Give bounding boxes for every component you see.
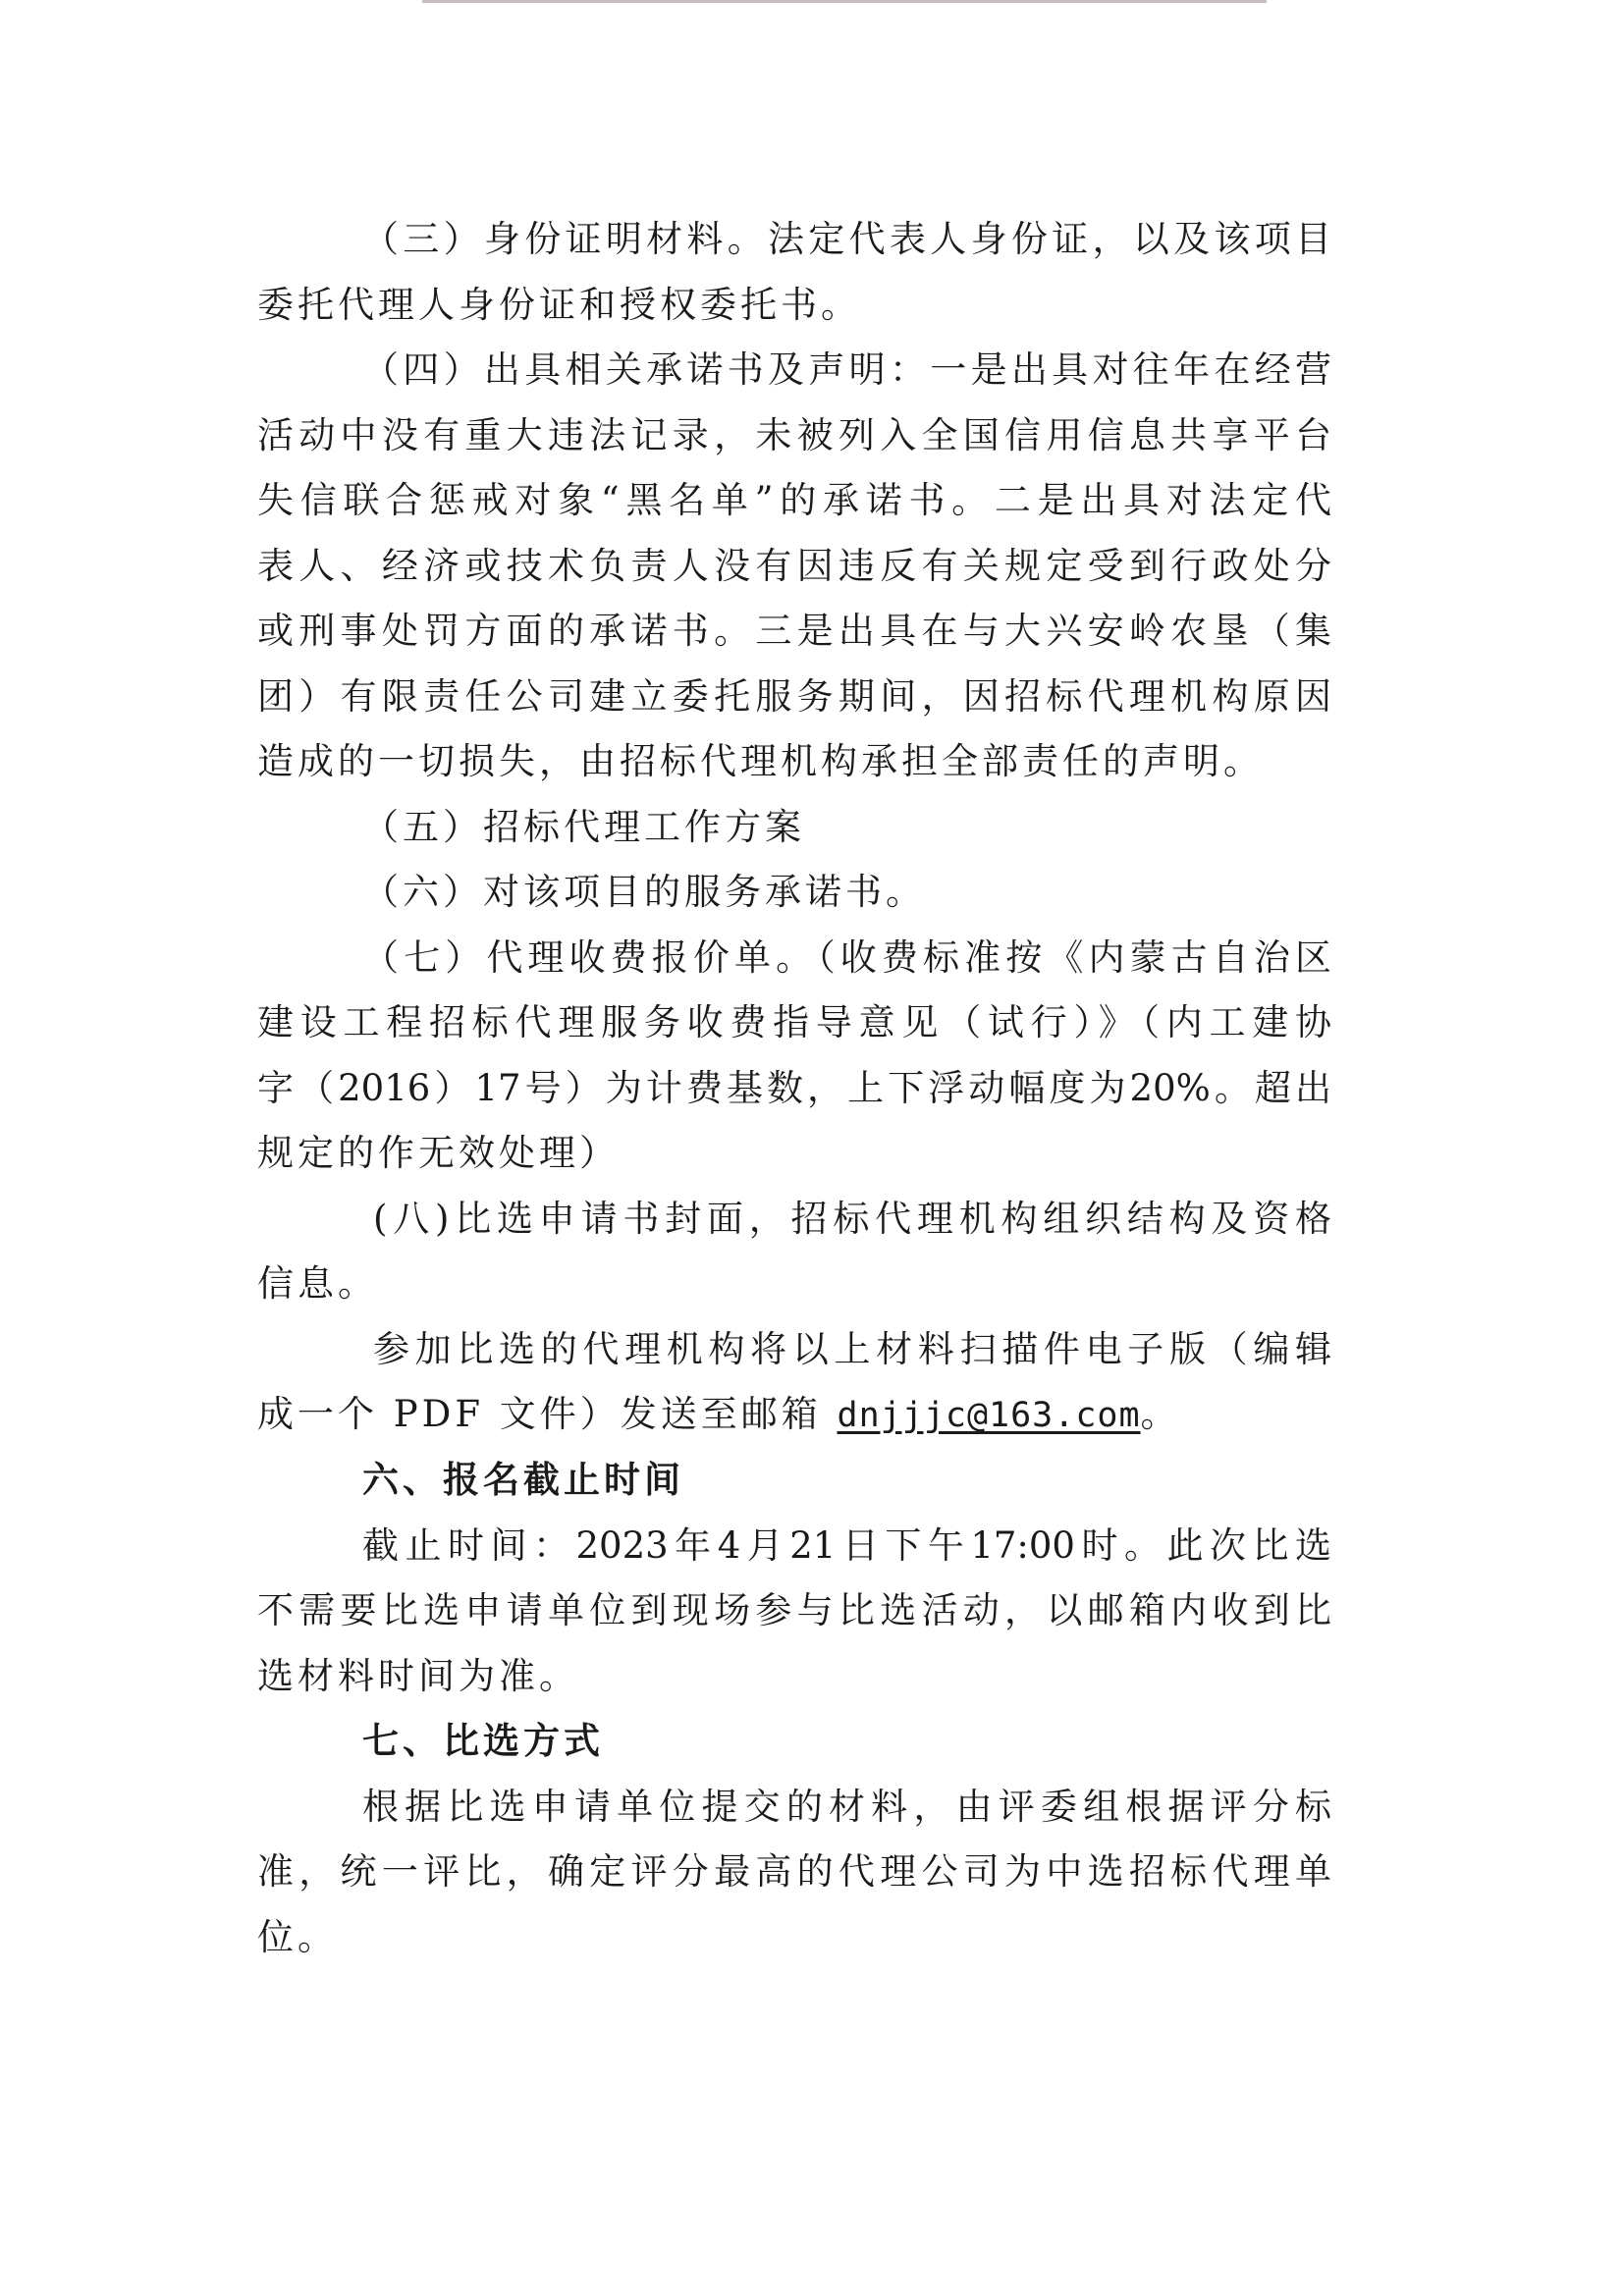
submit-note-end: 。	[1140, 1393, 1181, 1435]
para-8-line-1: (八)比选申请书封面，招标代理机构组织结构及资格	[373, 1198, 1331, 1240]
para-4-line-5: 或刑事处罚方面的承诺书。三是出具在与大兴安岭农垦（集	[257, 610, 1331, 652]
para-4-line-3: 失信联合惩戒对象“黑名单”的承诺书。二是出具对法定代	[257, 479, 1331, 521]
para-4-line-2: 活动中没有重大违法记录，未被列入全国信用信息共享平台	[257, 414, 1331, 456]
submit-note-line-1: 参加比选的代理机构将以上材料扫描件电子版（编辑	[373, 1328, 1331, 1370]
para-5: （五）招标代理工作方案	[362, 806, 805, 848]
deadline-line-2: 不需要比选申请单位到现场参与比选活动，以邮箱内收到比	[257, 1589, 1331, 1631]
method-line-1: 根据比选申请单位提交的材料，由评委组根据评分标	[362, 1786, 1331, 1828]
submit-note-line-2	[257, 1391, 1181, 1438]
section-7-heading: 七、比选方式	[362, 1720, 604, 1762]
para-6: （六）对该项目的服务承诺书。	[362, 871, 926, 913]
scan-edge-mark	[422, 0, 1267, 3]
para-7-line-4: 规定的作无效处理）	[257, 1132, 620, 1174]
submit-note-text: 成一个 PDF 文件）发送至邮箱	[257, 1393, 822, 1435]
section-6-heading: 六、报名截止时间	[362, 1459, 684, 1501]
para-7-line-1: （七）代理收费报价单。（收费标准按《内蒙古自治区	[362, 936, 1331, 979]
para-7-line-2: 建设工程招标代理服务收费指导意见（试行）》（内工建协	[257, 1001, 1331, 1043]
method-line-2: 准，统一评比，确定评分最高的代理公司为中选招标代理单	[257, 1850, 1331, 1893]
para-7-line-3: 字（2016）17号）为计费基数，上下浮动幅度为20%。超出	[257, 1067, 1331, 1109]
para-4-line-6: 团）有限责任公司建立委托服务期间，因招标代理机构原因	[257, 675, 1331, 718]
para-4-line-4: 表人、经济或技术负责人没有因违反有关规定受到行政处分	[257, 545, 1331, 587]
para-3-line-1: （三）身份证明材料。法定代表人身份证，以及该项目	[362, 218, 1331, 260]
para-3-line-2: 委托代理人身份证和授权委托书。	[257, 284, 861, 326]
para-4-line-1: （四）出具相关承诺书及声明：一是出具对往年在经营	[362, 348, 1331, 391]
deadline-line-3: 选材料时间为准。	[257, 1655, 579, 1697]
para-4-line-7: 造成的一切损失，由招标代理机构承担全部责任的声明。	[257, 740, 1264, 782]
method-line-3: 位。	[257, 1916, 338, 1958]
email-address: dnjjjc@163.com	[837, 1396, 1141, 1435]
deadline-line-1: 截止时间：2023年4月21日下午17:00时。此次比选	[362, 1524, 1331, 1567]
para-8-line-2: 信息。	[257, 1262, 378, 1305]
